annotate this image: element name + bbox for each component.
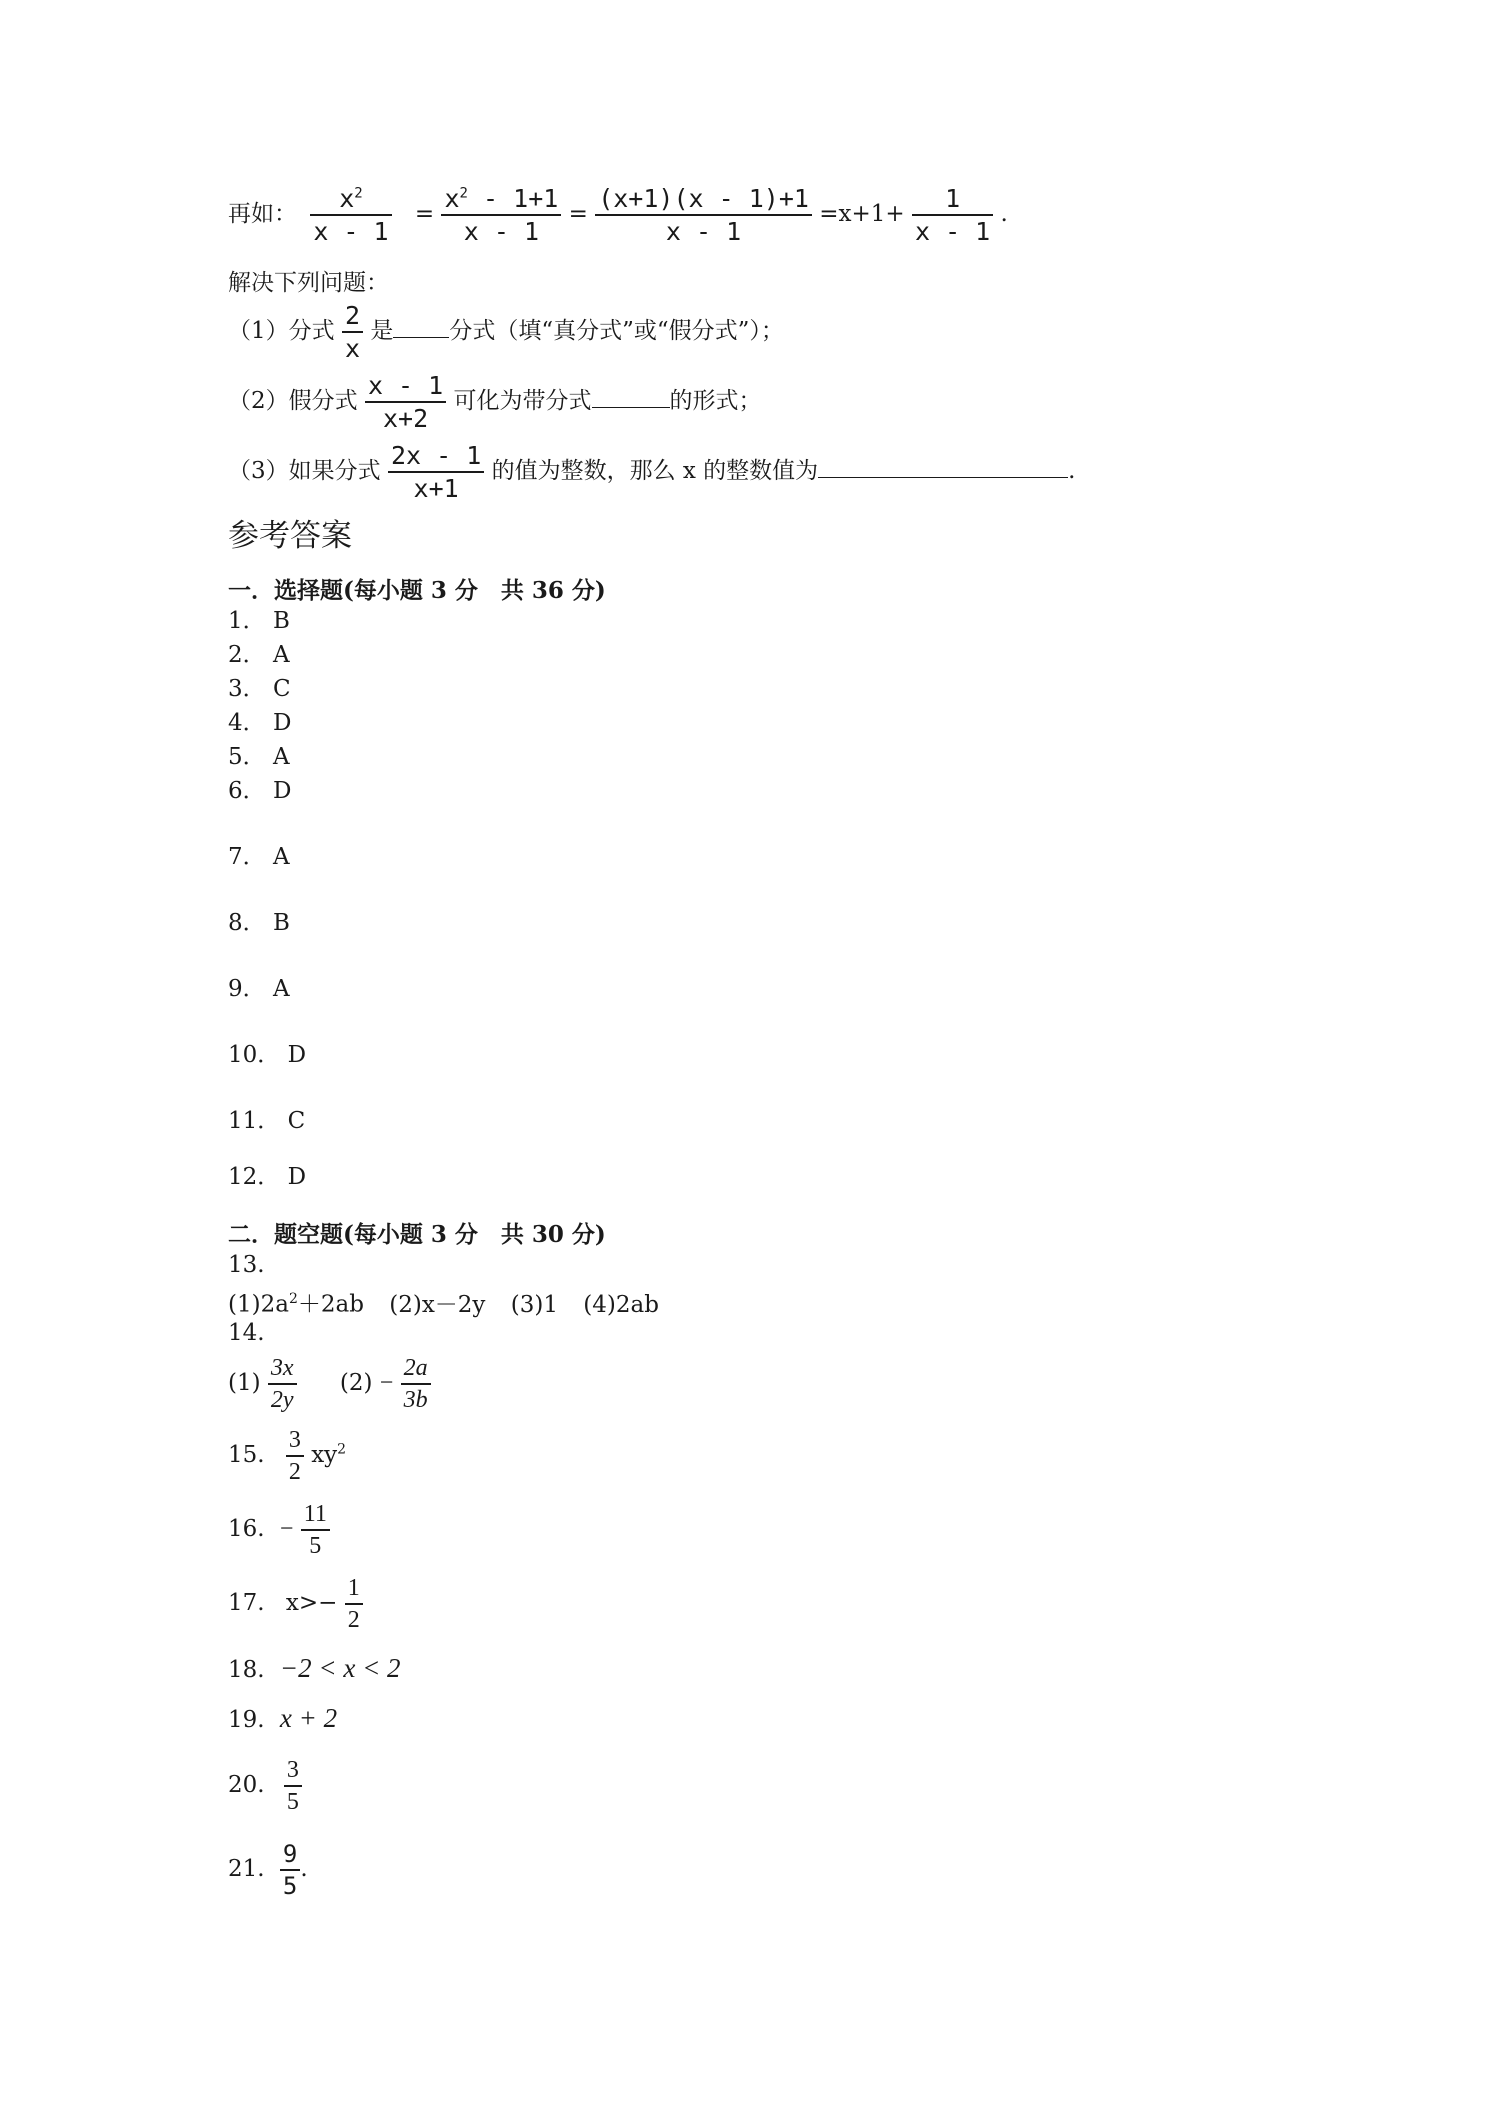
- fraction-1: $\frac{x^2}{x - 1}$: [310, 186, 391, 244]
- answers-title: 参考答案: [228, 518, 352, 554]
- question-2: （2）假分式 $\frac{x - 1}{x+2}$ 可化为带分式 的形式；: [228, 371, 762, 433]
- answer-19: 19. x + 2: [228, 1703, 338, 1733]
- answer-14: (1) $\frac{3x}{2y}$ (2) − $\frac{2a}{3b}$: [228, 1356, 431, 1412]
- a15-fraction: $\frac{3}{2}$: [286, 1428, 304, 1484]
- question-3: （3）如果分式 $\frac{2x - 1}{x+1}$ 的值为整数，那么 x 的整数值为 .: [228, 441, 1076, 503]
- q1-fraction: $\frac{2}{x}$: [342, 303, 363, 361]
- section-2-title: 二．题空题(每小题 3 分 共 30 分): [228, 1221, 606, 1248]
- a20-fraction: $\frac{3}{5}$: [284, 1758, 302, 1814]
- a21-fraction: $\frac{9}{5}$: [280, 1842, 300, 1898]
- answer-15: 15. $\frac{3}{2}$ $xy^2$: [228, 1427, 347, 1485]
- choice-answer-1: 1． B: [228, 608, 290, 634]
- answer-21: 21. $\frac{9}{5}$ .: [228, 1840, 308, 1900]
- example-label: 再如：: [228, 201, 297, 227]
- answer-13: $(1)2a^2+2ab$ (2)x－2y (3)1 (4)2ab: [228, 1291, 659, 1318]
- choice-answer-5: 5． A: [228, 744, 290, 770]
- fraction-2: $\frac{x^2 - 1+1}{x - 1}$: [441, 186, 561, 244]
- a14-fraction-1: $\frac{3x}{2y}$: [268, 1356, 297, 1412]
- choice-answer-7: 7． A: [228, 844, 290, 870]
- q2-blank: [592, 385, 670, 408]
- fraction-3: $\frac{(x+1)(x - 1)+1}{x - 1}$: [595, 186, 812, 244]
- q3-fraction: $\frac{2x - 1}{x+1}$: [388, 443, 484, 501]
- choice-answer-9: 9． A: [228, 976, 290, 1002]
- section-1-title: 一．选择题(每小题 3 分 共 36 分): [228, 577, 606, 604]
- q3-blank: [818, 455, 1068, 478]
- question-1: （1）分式 $\frac{2}{x}$ 是 分式（填“真分式”或“假分式”）；: [228, 301, 784, 363]
- q1-blank: [393, 315, 449, 338]
- choice-answer-11: 11． C: [228, 1108, 306, 1134]
- answer-16: 16. − $\frac{11}{5}$: [228, 1502, 330, 1558]
- choice-answer-10: 10． D: [228, 1042, 307, 1068]
- a17-fraction: $\frac{1}{2}$: [345, 1576, 363, 1632]
- answer-20: 20. $\frac{3}{5}$: [228, 1758, 302, 1814]
- a14-fraction-2: $\frac{2a}{3b}$: [401, 1356, 431, 1412]
- example-line: 再如： $\frac{x^2}{x - 1}$ = $\frac{x^2 - 1+1}{x - 1}$ = $\frac{(x+1)(x - 1)+1}{x - 1}$ =x+1+ $\frac{1}{x - 1}$ .: [228, 184, 1008, 246]
- a16-fraction: $\frac{11}{5}$: [301, 1502, 330, 1558]
- answer-17: 17. x>− $\frac{1}{2}$: [228, 1576, 363, 1632]
- choice-answer-3: 3． C: [228, 676, 291, 702]
- q2-fraction: $\frac{x - 1}{x+2}$: [365, 373, 446, 431]
- fraction-4: $\frac{1}{x - 1}$: [912, 186, 993, 244]
- problem-intro: 解决下列问题：: [228, 270, 389, 296]
- choice-answer-2: 2． A: [228, 642, 290, 668]
- answer-13-num: 13.: [228, 1252, 265, 1278]
- choice-answer-8: 8． B: [228, 910, 290, 936]
- choice-answer-12: 12． D: [228, 1164, 307, 1190]
- answer-14-num: 14.: [228, 1320, 265, 1346]
- choice-answer-6: 6． D: [228, 778, 292, 804]
- answer-18: 18. −2 < x < 2: [228, 1653, 401, 1683]
- choice-answer-4: 4． D: [228, 710, 292, 736]
